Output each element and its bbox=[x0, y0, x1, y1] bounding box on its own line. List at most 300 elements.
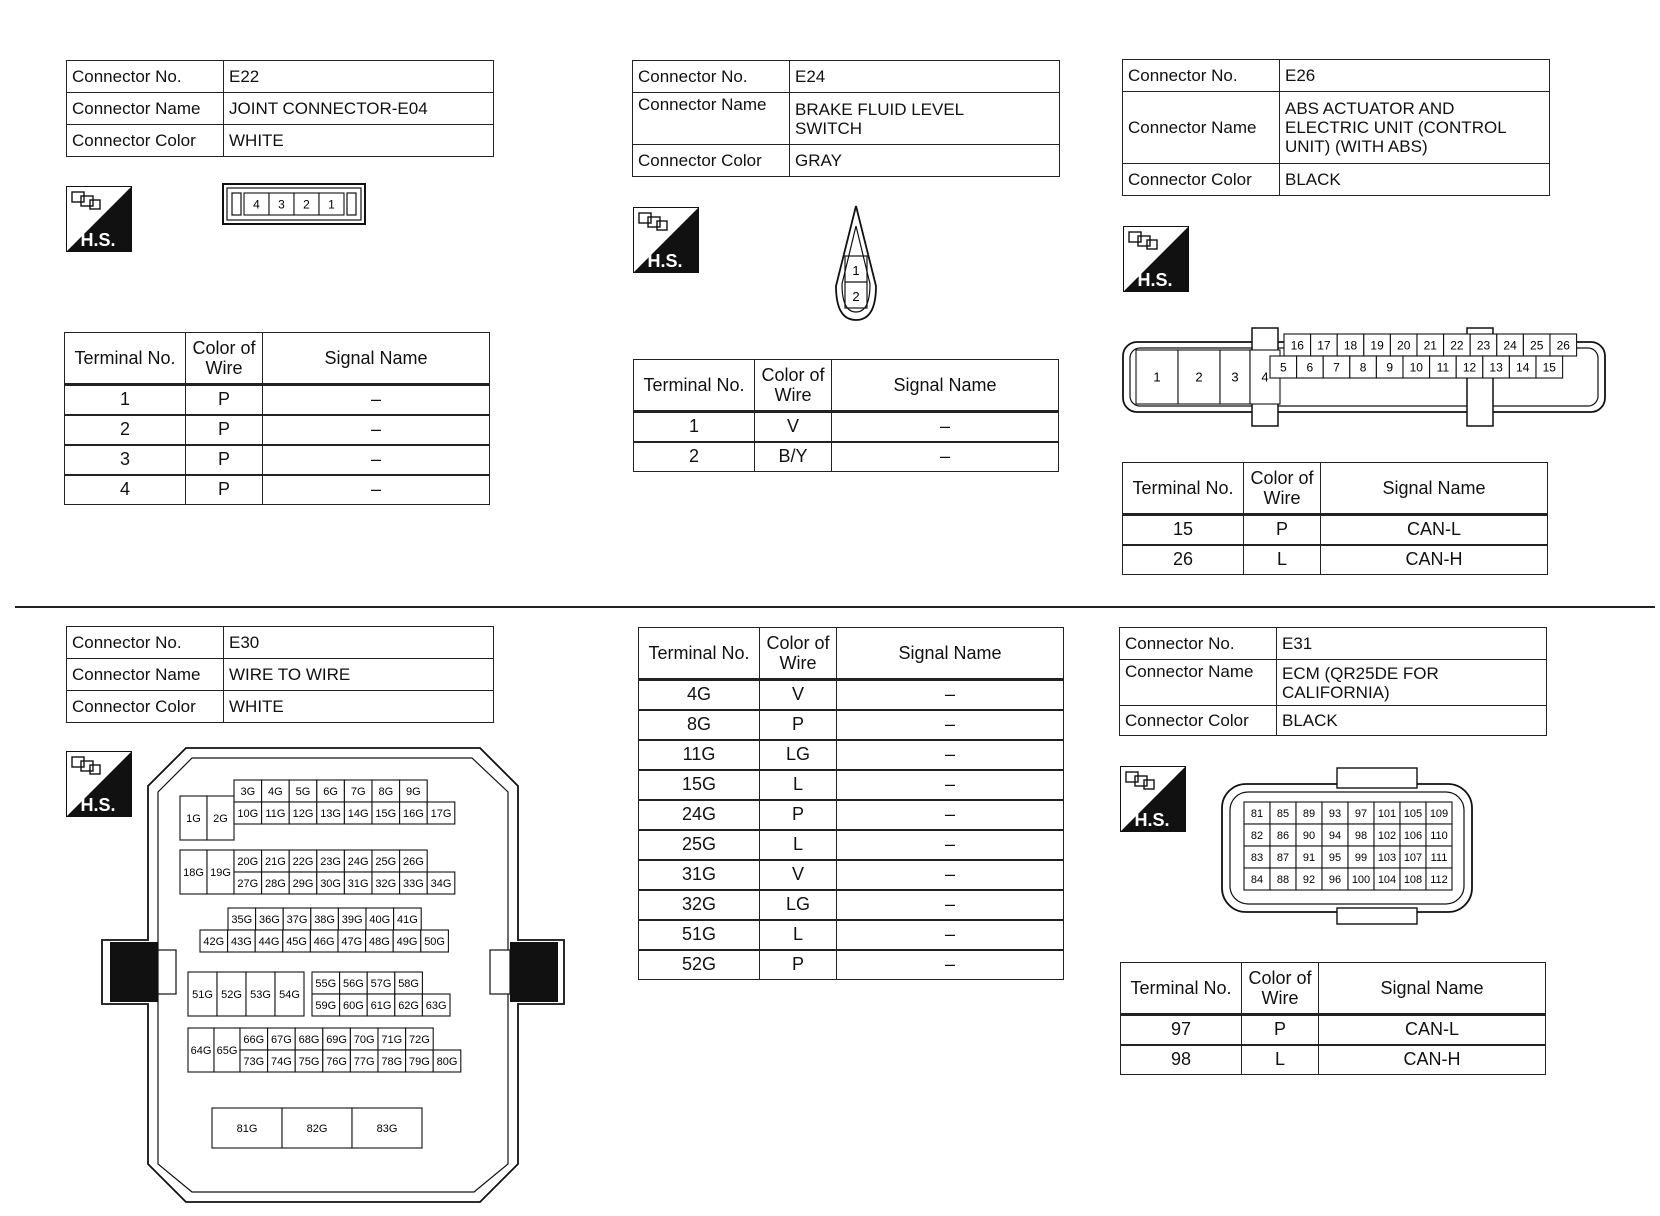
pin-label: 5 bbox=[1279, 360, 1287, 375]
connector-name-label: Connector Name bbox=[67, 659, 224, 691]
connector-name-line-1: ECM (QR25DE FOR bbox=[1282, 663, 1439, 683]
pin-label: 44G bbox=[258, 935, 280, 948]
pin-label: 74G bbox=[271, 1055, 292, 1068]
pin-label: 65G bbox=[216, 1044, 238, 1057]
connector-no-label: Connector No. bbox=[1123, 60, 1280, 92]
wire-color-cell: L bbox=[760, 920, 837, 950]
table-row bbox=[639, 920, 1064, 950]
connector-color-value: WHITE bbox=[224, 125, 494, 157]
pin-label: 32G bbox=[375, 877, 397, 890]
pin-label: 11G bbox=[265, 807, 286, 820]
connector-no-label: Connector No. bbox=[1120, 628, 1277, 660]
pin-label: 84 bbox=[1250, 873, 1264, 886]
pin-label: 86 bbox=[1276, 829, 1290, 842]
pin-label: 57G bbox=[370, 977, 392, 990]
e31-info-table bbox=[1119, 627, 1547, 736]
table-row bbox=[1123, 515, 1548, 545]
hs-label: H.S. bbox=[80, 795, 116, 815]
pin-label: 28G bbox=[265, 877, 286, 890]
pin-label: 99 bbox=[1354, 851, 1368, 864]
pin-2: 2 bbox=[852, 289, 860, 304]
pin-label: 108 bbox=[1403, 873, 1423, 886]
signal-name-cell: – bbox=[837, 950, 1064, 980]
connector-name-line-2: ELECTRIC UNIT (CONTROL bbox=[1285, 118, 1507, 137]
e26-connector-face bbox=[1122, 326, 1608, 428]
pin-label: 15 bbox=[1542, 360, 1556, 375]
pin-label: 36G bbox=[259, 913, 280, 926]
pin-label: 33G bbox=[403, 877, 424, 890]
connector-color-value: WHITE bbox=[224, 691, 494, 723]
pin-label: 71G bbox=[381, 1033, 403, 1046]
pin-label: 20 bbox=[1397, 338, 1411, 353]
pin-label: 80G bbox=[436, 1055, 458, 1068]
e26-terminal-table bbox=[1122, 462, 1548, 575]
pin-label: 59G bbox=[315, 999, 337, 1012]
pin-label: 94 bbox=[1328, 829, 1342, 842]
color-of-wire-header bbox=[1242, 963, 1319, 1015]
pin-label: 16 bbox=[1290, 338, 1304, 353]
pin-label: 82 bbox=[1250, 829, 1264, 842]
signal-name-header: Signal Name bbox=[1319, 963, 1546, 1015]
signal-name-cell: CAN-L bbox=[1321, 515, 1548, 545]
signal-name-cell: CAN-H bbox=[1319, 1045, 1546, 1075]
wire-color-cell: L bbox=[760, 770, 837, 800]
color-of-label: Color of bbox=[766, 633, 830, 653]
table-row bbox=[639, 770, 1064, 800]
e31-terminal-table bbox=[1120, 962, 1546, 1075]
connector-name-line-2: CALIFORNIA) bbox=[1282, 682, 1390, 702]
pin-label: 66G bbox=[243, 1033, 265, 1046]
wire-color-cell: V bbox=[760, 680, 837, 710]
pin-label: 11 bbox=[1436, 360, 1450, 375]
pin-label: 43G bbox=[231, 935, 252, 948]
table-row bbox=[639, 860, 1064, 890]
e24-connector-face bbox=[826, 204, 886, 324]
table-row bbox=[65, 385, 490, 415]
connector-color-value: BLACK bbox=[1277, 706, 1547, 736]
pin-label: 81 bbox=[1250, 807, 1264, 820]
pin-label: 103 bbox=[1377, 851, 1397, 864]
pin-label: 4 bbox=[1261, 369, 1269, 385]
pin-label: 21G bbox=[265, 855, 286, 868]
signal-name-cell: – bbox=[837, 740, 1064, 770]
table-row bbox=[639, 680, 1064, 710]
signal-name-header: Signal Name bbox=[263, 333, 490, 385]
pin-label: 102 bbox=[1377, 829, 1397, 842]
pin-label: 96 bbox=[1328, 873, 1342, 886]
signal-name-cell: – bbox=[837, 920, 1064, 950]
pin-label: 9G bbox=[406, 785, 421, 798]
hs-label: H.S. bbox=[1134, 810, 1170, 830]
wire-label: Wire bbox=[1261, 988, 1299, 1008]
color-of-wire-header bbox=[186, 333, 263, 385]
pin-label: 2 bbox=[1195, 369, 1203, 385]
pin-label: 98 bbox=[1354, 829, 1368, 842]
pin-label: 61G bbox=[370, 999, 392, 1012]
table-row bbox=[1123, 545, 1548, 575]
pin-label: 24 bbox=[1503, 338, 1517, 353]
signal-name-cell: CAN-H bbox=[1321, 545, 1548, 575]
color-of-label: Color of bbox=[192, 338, 256, 358]
pin-label: 42G bbox=[203, 935, 225, 948]
signal-name-cell: – bbox=[837, 890, 1064, 920]
pin-label: 5G bbox=[295, 785, 311, 798]
e30-info-table bbox=[66, 626, 494, 723]
table-row bbox=[639, 800, 1064, 830]
wire-color-cell: P bbox=[760, 950, 837, 980]
pin-label: 85 bbox=[1276, 807, 1290, 820]
connector-color-label: Connector Color bbox=[1123, 164, 1280, 196]
pin-label: 24G bbox=[347, 855, 369, 868]
signal-name-cell: – bbox=[263, 385, 490, 415]
wire-color-cell: P bbox=[1242, 1015, 1319, 1045]
pin-label: 95 bbox=[1328, 851, 1342, 864]
pin-label: 21 bbox=[1423, 338, 1437, 353]
signal-name-cell: – bbox=[832, 442, 1059, 472]
signal-name-cell: – bbox=[837, 680, 1064, 710]
connector-name-label: Connector Name bbox=[1123, 92, 1280, 164]
pin-label: 69G bbox=[326, 1033, 347, 1046]
wire-color-cell: P bbox=[186, 475, 263, 505]
connector-name-value bbox=[790, 93, 1060, 145]
pin-label: 20G bbox=[237, 855, 259, 868]
pin-label: 10G bbox=[237, 807, 259, 820]
pin-label: 23 bbox=[1476, 338, 1491, 353]
pin-label: 77G bbox=[353, 1055, 375, 1068]
table-row bbox=[634, 412, 1059, 442]
pin-label: 72G bbox=[409, 1033, 430, 1046]
pin-label: 8G bbox=[378, 785, 394, 798]
pin-label: 83 bbox=[1250, 851, 1264, 864]
pin-label: 12G bbox=[292, 807, 314, 820]
pin-label: 87 bbox=[1276, 851, 1290, 864]
connector-name-value: JOINT CONNECTOR-E04 bbox=[224, 93, 494, 125]
pin-label: 12 bbox=[1462, 360, 1477, 375]
color-of-label: Color of bbox=[1250, 468, 1314, 488]
pin-label: 73G bbox=[243, 1055, 265, 1068]
wire-color-cell: P bbox=[760, 800, 837, 830]
connector-color-label: Connector Color bbox=[633, 145, 790, 177]
terminal-no-cell: 32G bbox=[639, 890, 760, 920]
pin-label: 19 bbox=[1370, 338, 1384, 353]
connector-no-value: E24 bbox=[790, 61, 1060, 93]
pin-label: 1G bbox=[186, 812, 201, 825]
pin-label: 91 bbox=[1302, 851, 1316, 864]
hs-icon bbox=[1123, 226, 1189, 292]
terminal-no-cell: 15 bbox=[1123, 515, 1244, 545]
e30-terminal-table bbox=[638, 627, 1064, 980]
pin-label: 26G bbox=[403, 855, 424, 868]
pin-label: 63G bbox=[425, 999, 447, 1012]
pin-label: 4 bbox=[253, 197, 260, 212]
pin-label: 70G bbox=[353, 1033, 375, 1046]
pin-label: 35G bbox=[231, 913, 253, 926]
pin-label: 13G bbox=[320, 807, 341, 820]
wire-color-cell: L bbox=[760, 830, 837, 860]
connector-no-label: Connector No. bbox=[633, 61, 790, 93]
color-of-label: Color of bbox=[761, 365, 825, 385]
table-row bbox=[639, 710, 1064, 740]
terminal-no-cell: 11G bbox=[639, 740, 760, 770]
connector-name-label: Connector Name bbox=[1120, 660, 1277, 706]
signal-name-cell: – bbox=[837, 830, 1064, 860]
connector-no-value: E30 bbox=[224, 627, 494, 659]
pin-label: 26 bbox=[1556, 338, 1570, 353]
pin-label: 15G bbox=[375, 807, 397, 820]
pin-label: 2G bbox=[213, 812, 228, 825]
pin-label: 40G bbox=[369, 913, 391, 926]
signal-name-cell: CAN-L bbox=[1319, 1015, 1546, 1045]
pin-label: 101 bbox=[1377, 807, 1397, 820]
pin-label: 16G bbox=[403, 807, 424, 820]
pin-label: 25G bbox=[375, 855, 397, 868]
e22-info-table bbox=[66, 60, 494, 157]
terminal-no-header: Terminal No. bbox=[65, 333, 186, 385]
pin-label: 49G bbox=[396, 935, 418, 948]
color-of-wire-header bbox=[760, 628, 837, 680]
connector-name-value: WIRE TO WIRE bbox=[224, 659, 494, 691]
pin-label: 89 bbox=[1302, 807, 1316, 820]
pin-label: 68G bbox=[298, 1033, 320, 1046]
pin-label: 107 bbox=[1403, 851, 1423, 864]
wire-color-cell: V bbox=[755, 412, 832, 442]
connector-name-label: Connector Name bbox=[67, 93, 224, 125]
table-row bbox=[1121, 1015, 1546, 1045]
table-row bbox=[634, 442, 1059, 472]
wire-color-cell: V bbox=[760, 860, 837, 890]
wire-label: Wire bbox=[774, 385, 812, 405]
pin-label: 22 bbox=[1450, 338, 1464, 353]
pin-label: 112 bbox=[1430, 873, 1448, 886]
color-of-label: Color of bbox=[1248, 968, 1312, 988]
table-row bbox=[65, 415, 490, 445]
e26-info-table bbox=[1122, 59, 1550, 196]
signal-name-cell: – bbox=[832, 412, 1059, 442]
pin-label: 82G bbox=[306, 1122, 328, 1135]
terminal-no-cell: 3 bbox=[65, 445, 186, 475]
pin-label: 37G bbox=[286, 913, 308, 926]
wire-label: Wire bbox=[205, 358, 243, 378]
pin-label: 31G bbox=[347, 877, 369, 890]
connector-color-label: Connector Color bbox=[67, 125, 224, 157]
pin-label: 38G bbox=[314, 913, 335, 926]
terminal-no-header: Terminal No. bbox=[1123, 463, 1244, 515]
pin-label: 78G bbox=[381, 1055, 403, 1068]
pin-label: 7 bbox=[1333, 360, 1340, 375]
signal-name-cell: – bbox=[837, 800, 1064, 830]
terminal-no-cell: 26 bbox=[1123, 545, 1244, 575]
connector-name-value bbox=[1280, 92, 1550, 164]
pin-label: 1 bbox=[328, 197, 335, 212]
pin-label: 56G bbox=[343, 977, 364, 990]
section-divider bbox=[15, 606, 1655, 608]
hs-icon bbox=[66, 186, 132, 252]
signal-name-cell: – bbox=[837, 710, 1064, 740]
table-row bbox=[639, 740, 1064, 770]
wire-color-cell: LG bbox=[760, 740, 837, 770]
terminal-no-cell: 24G bbox=[639, 800, 760, 830]
connector-color-value: GRAY bbox=[790, 145, 1060, 177]
wire-color-cell: P bbox=[186, 415, 263, 445]
e24-terminal-table bbox=[633, 359, 1059, 472]
wire-color-cell: L bbox=[1242, 1045, 1319, 1075]
pin-label: 10 bbox=[1409, 360, 1423, 375]
connector-name-label: Connector Name bbox=[633, 93, 790, 145]
terminal-no-cell: 15G bbox=[639, 770, 760, 800]
pin-label: 18G bbox=[183, 866, 204, 879]
pin-label: 58G bbox=[398, 977, 419, 990]
pin-label: 3G bbox=[240, 785, 256, 798]
pin-label: 13 bbox=[1489, 360, 1503, 375]
hs-icon bbox=[1120, 766, 1186, 832]
pin-label: 92 bbox=[1302, 873, 1316, 886]
connector-color-value: BLACK bbox=[1280, 164, 1550, 196]
pin-label: 14 bbox=[1516, 360, 1530, 375]
terminal-no-cell: 4 bbox=[65, 475, 186, 505]
pin-label: 3 bbox=[278, 197, 285, 212]
pin-label: 45G bbox=[286, 935, 307, 948]
pin-label: 79G bbox=[409, 1055, 430, 1068]
pin-label: 55G bbox=[315, 977, 337, 990]
wire-label: Wire bbox=[1263, 488, 1301, 508]
connector-color-label: Connector Color bbox=[1120, 706, 1277, 736]
signal-name-header: Signal Name bbox=[832, 360, 1059, 412]
pin-label: 76G bbox=[326, 1055, 347, 1068]
connector-no-label: Connector No. bbox=[67, 627, 224, 659]
connector-name-line-2: SWITCH bbox=[795, 118, 863, 138]
pin-label: 27G bbox=[237, 877, 259, 890]
wire-color-cell: B/Y bbox=[755, 442, 832, 472]
terminal-no-cell: 31G bbox=[639, 860, 760, 890]
pin-label: 51G bbox=[192, 988, 213, 1001]
terminal-no-cell: 1 bbox=[634, 412, 755, 442]
pin-label: 17G bbox=[430, 807, 452, 820]
e31-connector-face bbox=[1220, 766, 1474, 926]
pin-label: 30G bbox=[320, 877, 341, 890]
terminal-no-cell: 2 bbox=[634, 442, 755, 472]
signal-name-header: Signal Name bbox=[837, 628, 1064, 680]
pin-label: 19G bbox=[210, 866, 231, 879]
pin-label: 75G bbox=[298, 1055, 320, 1068]
pin-label: 53G bbox=[250, 988, 271, 1001]
pin-label: 9 bbox=[1386, 360, 1394, 375]
table-row bbox=[1121, 1045, 1546, 1075]
e24-info-table bbox=[632, 60, 1060, 177]
terminal-no-cell: 25G bbox=[639, 830, 760, 860]
wire-color-cell: P bbox=[186, 385, 263, 415]
table-row bbox=[65, 445, 490, 475]
pin-label: 39G bbox=[341, 913, 363, 926]
connector-name-line-1: ABS ACTUATOR AND bbox=[1285, 99, 1455, 118]
pin-label: 7G bbox=[350, 785, 366, 798]
connector-name-line-1: BRAKE FLUID LEVEL bbox=[795, 99, 965, 119]
connector-no-value: E31 bbox=[1277, 628, 1547, 660]
hs-label: H.S. bbox=[647, 251, 683, 271]
signal-name-cell: – bbox=[263, 475, 490, 505]
pin-label: 106 bbox=[1403, 829, 1423, 842]
pin-label: 23G bbox=[320, 855, 341, 868]
signal-name-cell: – bbox=[263, 415, 490, 445]
pin-label: 25 bbox=[1530, 338, 1544, 353]
hs-label: H.S. bbox=[80, 230, 116, 250]
wire-color-cell: P bbox=[760, 710, 837, 740]
pin-label: 50G bbox=[424, 935, 445, 948]
terminal-no-cell: 97 bbox=[1121, 1015, 1242, 1045]
e30-connector-face bbox=[100, 746, 566, 1204]
pin-label: 64G bbox=[190, 1044, 212, 1057]
table-row bbox=[65, 475, 490, 505]
pin-label: 1 bbox=[1153, 369, 1161, 385]
color-of-wire-header bbox=[1244, 463, 1321, 515]
pin-label: 3 bbox=[1231, 369, 1239, 385]
pin-label: 29G bbox=[292, 877, 314, 890]
terminal-no-cell: 98 bbox=[1121, 1045, 1242, 1075]
table-row bbox=[639, 830, 1064, 860]
pin-label: 47G bbox=[341, 935, 363, 948]
pin-label: 14G bbox=[347, 807, 369, 820]
pin-label: 100 bbox=[1351, 873, 1371, 886]
pin-label: 97 bbox=[1354, 807, 1368, 820]
pin-label: 109 bbox=[1429, 807, 1449, 820]
connector-no-label: Connector No. bbox=[67, 61, 224, 93]
pin-label: 52G bbox=[221, 988, 242, 1001]
e22-terminal-table bbox=[64, 332, 490, 505]
connector-color-label: Connector Color bbox=[67, 691, 224, 723]
pin-label: 18 bbox=[1343, 338, 1358, 353]
pin-1: 1 bbox=[852, 263, 860, 278]
wire-label: Wire bbox=[779, 653, 817, 673]
table-row bbox=[639, 890, 1064, 920]
signal-name-cell: – bbox=[263, 445, 490, 475]
connector-name-value bbox=[1277, 660, 1547, 706]
pin-label: 34G bbox=[430, 877, 452, 890]
terminal-no-header: Terminal No. bbox=[1121, 963, 1242, 1015]
e22-connector-face bbox=[222, 183, 366, 225]
connector-no-value: E22 bbox=[224, 61, 494, 93]
signal-name-cell: – bbox=[837, 860, 1064, 890]
pin-label: 81G bbox=[236, 1122, 258, 1135]
signal-name-cell: – bbox=[837, 770, 1064, 800]
hs-icon bbox=[633, 207, 699, 273]
pin-label: 4G bbox=[268, 785, 283, 798]
terminal-no-cell: 4G bbox=[639, 680, 760, 710]
pin-label: 54G bbox=[279, 988, 300, 1001]
pin-label: 110 bbox=[1430, 829, 1448, 842]
terminal-no-header: Terminal No. bbox=[639, 628, 760, 680]
terminal-no-cell: 52G bbox=[639, 950, 760, 980]
wire-color-cell: LG bbox=[760, 890, 837, 920]
pin-label: 83G bbox=[376, 1122, 398, 1135]
pin-label: 67G bbox=[271, 1033, 292, 1046]
pin-label: 60G bbox=[343, 999, 364, 1012]
wire-color-cell: P bbox=[186, 445, 263, 475]
pin-label: 46G bbox=[313, 935, 335, 948]
pin-label: 88 bbox=[1276, 873, 1290, 886]
terminal-no-cell: 1 bbox=[65, 385, 186, 415]
color-of-wire-header bbox=[755, 360, 832, 412]
pin-label: 2 bbox=[303, 197, 310, 212]
terminal-no-cell: 51G bbox=[639, 920, 760, 950]
terminal-no-header: Terminal No. bbox=[634, 360, 755, 412]
terminal-no-cell: 8G bbox=[639, 710, 760, 740]
pin-label: 104 bbox=[1377, 873, 1397, 886]
pin-label: 105 bbox=[1403, 807, 1423, 820]
pin-label: 111 bbox=[1430, 851, 1448, 864]
connector-name-line-3: UNIT) (WITH ABS) bbox=[1285, 137, 1428, 156]
wire-color-cell: P bbox=[1244, 515, 1321, 545]
wire-color-cell: L bbox=[1244, 545, 1321, 575]
table-row bbox=[639, 950, 1064, 980]
